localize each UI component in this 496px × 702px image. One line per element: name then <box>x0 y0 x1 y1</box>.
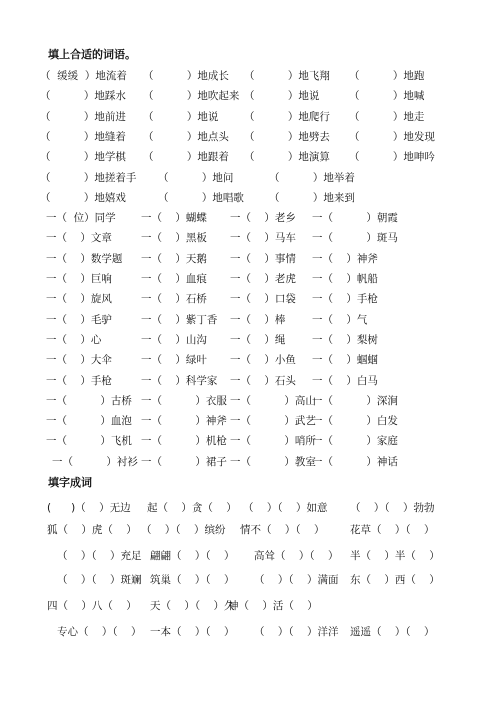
exercise-item: （ ）地发现 <box>349 130 435 143</box>
exercise-item: 情不（ ）（ ） <box>240 524 325 536</box>
exercise-item: 翩翩（ ）（ ） <box>150 550 235 562</box>
exercise-item: （ ）地嬉戏 <box>40 191 126 204</box>
fill-words-row <box>0 330 496 350</box>
exercise-item: （ ）（ ）洋洋 <box>254 626 339 638</box>
fill-words-row <box>0 127 496 147</box>
exercise-item: （ ）地跟着 <box>143 151 229 164</box>
exercise-item: 一（ ）绿叶 <box>141 354 207 367</box>
exercise-item: 一（ ）朝霞 <box>312 212 398 225</box>
exercise-item: 神（ ）活（ ） <box>228 600 318 612</box>
fill-words-row <box>0 188 496 208</box>
exercise-item: 一（ ）斑马 <box>312 232 398 245</box>
exercise-item: 专心（ ）（ ） <box>57 626 142 638</box>
exercise-item: 狐（ ）虎（ ） <box>47 524 137 536</box>
exercise-item: （ ）地唱歌 <box>158 191 244 204</box>
exercise-item: 遥遥（ ）（ ） <box>350 626 435 638</box>
exercise-item: （ ）（ ）充足 <box>57 550 142 562</box>
exercise-item: 一（ ）棒 <box>230 313 286 326</box>
exercise-item: 一（ ）数学题 <box>46 252 123 265</box>
exercise-item: 一（ ）飞机 <box>46 435 132 448</box>
exercise-item: （ 缓缓 ）地流着 <box>40 70 127 82</box>
exercise-item: （ ）地搓着手 <box>40 171 137 184</box>
exercise-item: 一（ ）气 <box>312 313 368 326</box>
fill-words-row <box>0 350 496 370</box>
exercise-item: 一（ ）手枪 <box>312 293 378 306</box>
exercise-item: 一（ ）绳 <box>230 333 286 346</box>
exercise-item: （ ）（ ）满面 <box>254 574 339 586</box>
fill-words-row <box>0 147 496 167</box>
fill-words-row <box>0 249 496 269</box>
fill-words-row <box>0 391 496 411</box>
exercise-item: （ ）地前进 <box>40 110 126 123</box>
exercise-item: 一（ 位）同学 <box>46 212 116 225</box>
exercise-item: （ ）地爬行 <box>244 110 330 123</box>
fill-words-row <box>0 269 496 289</box>
exercise-item: 一（ ）科学家 <box>141 374 218 387</box>
exercise-item: 一（ ）马车 <box>230 232 296 245</box>
exercise-item: 一（ ）口袋 <box>230 293 296 306</box>
exercise-item: （ ）地飞翔 <box>244 70 330 82</box>
exercise-item: （ ）地说 <box>244 90 320 103</box>
exercise-item: 筑巢（ ）（ ） <box>150 574 235 586</box>
exercise-item: 一（ ）毛驴 <box>46 313 112 326</box>
fill-words-row <box>0 452 496 472</box>
exercise-item: 一（ ）黑板 <box>141 232 207 245</box>
exercise-item: 一（ ）梨树 <box>312 333 378 346</box>
fill-characters-row <box>0 498 496 518</box>
exercise-item: 一（ ）老虎 <box>230 273 296 285</box>
exercise-item: （ ）地走 <box>349 110 425 123</box>
exercise-item: （ ）地成长 <box>143 70 229 82</box>
exercise-item: （ ）地呻吟 <box>349 151 435 164</box>
fill-words-row <box>0 86 496 106</box>
exercise-item: 一（ ）小鱼 <box>230 354 296 367</box>
exercise-item: 一（ ）天鹅 <box>141 252 207 265</box>
exercise-item: 一本（ ）（ ） <box>150 626 235 638</box>
section-heading-fill-words: 填上合适的词语。 <box>48 48 136 61</box>
exercise-item: 一（ ）血痕 <box>141 273 207 285</box>
exercise-item: 一（ ）文章 <box>46 232 112 245</box>
exercise-item: 一（ ）老乡 <box>230 212 296 225</box>
exercise-item: （ ）地喊 <box>349 90 425 103</box>
exercise-item: 一（ ）神话 <box>312 455 398 468</box>
exercise-item: （ ）地跑 <box>349 70 425 82</box>
exercise-item: （ ）地点头 <box>143 130 229 143</box>
fill-characters-row <box>0 570 496 590</box>
exercise-item: 一（ ）机枪 <box>141 435 227 448</box>
exercise-item: （ ）地学棋 <box>40 151 126 164</box>
exercise-item: （ ）地吹起来 <box>143 90 240 103</box>
exercise-item: 一（ ）事情 <box>230 252 296 265</box>
exercise-item: （ ）地劈去 <box>244 130 330 143</box>
exercise-item: 一（ ）衬衫 <box>52 455 138 468</box>
fill-characters-row <box>0 622 496 642</box>
fill-characters-row <box>0 596 496 616</box>
fill-words-row <box>0 371 496 391</box>
exercise-item: 一（ ）血泡 <box>46 415 132 428</box>
exercise-item: 一（ ）旋风 <box>46 293 112 306</box>
fill-characters-row <box>0 546 496 566</box>
exercise-item: 一（ ）手枪 <box>46 374 112 387</box>
fill-words-row <box>0 208 496 228</box>
exercise-item: 一（ ）石头 <box>230 374 296 387</box>
fill-words-row <box>0 431 496 451</box>
exercise-item: 花草（ ）（ ） <box>350 524 435 536</box>
exercise-item: 一（ ）高山 <box>230 394 316 407</box>
exercise-item: （ ）地缝着 <box>40 130 126 143</box>
exercise-item: ( )（ ）无边 <box>47 502 131 514</box>
exercise-item: （ ）地演算 <box>244 151 330 164</box>
exercise-item: 高耸（ ）（ ） <box>254 550 339 562</box>
exercise-item: 一（ ）衣服 <box>141 394 227 407</box>
exercise-item: 一（ ）神斧 <box>312 252 378 265</box>
exercise-item: （ ）地来到 <box>269 191 355 204</box>
exercise-item: 一（ ）紫丁香 <box>141 313 218 326</box>
fill-words-row <box>0 66 496 86</box>
exercise-item: （ ）地举着 <box>269 171 355 184</box>
exercise-item: 一（ ）白马 <box>312 374 378 387</box>
exercise-item: 一（ ）心 <box>46 333 102 346</box>
exercise-item: 四（ ）八（ ） <box>47 600 137 612</box>
exercise-item: （ ）（ ）勃勃 <box>350 502 435 514</box>
fill-words-row <box>0 310 496 330</box>
exercise-item: 半（ ）半（ ） <box>350 550 440 562</box>
exercise-item: 一（ ）白发 <box>312 415 398 428</box>
exercise-item: （ ）地说 <box>143 110 219 123</box>
fill-words-row <box>0 289 496 309</box>
exercise-item: 一（ ）神斧 <box>141 415 227 428</box>
fill-words-row <box>0 411 496 431</box>
exercise-item: 一（ ）裙子 <box>141 455 227 468</box>
exercise-item: 一（ ）古桥 <box>46 394 132 407</box>
fill-words-row <box>0 228 496 248</box>
exercise-item: 一（ ）深涧 <box>312 394 398 407</box>
exercise-item: 一（ ）帆船 <box>312 273 378 285</box>
exercise-item: 一（ ）巨响 <box>46 273 112 285</box>
fill-characters-row <box>0 520 496 540</box>
exercise-item: 天（ ）（ ）久 <box>150 600 235 612</box>
exercise-item: 一（ ）哨所 <box>230 435 316 448</box>
fill-words-row <box>0 168 496 188</box>
exercise-item: 一（ ）蝈蝈 <box>312 354 378 367</box>
fill-words-row <box>0 107 496 127</box>
exercise-item: （ ）地踩水 <box>40 90 126 103</box>
exercise-item: 东（ ）西（ ） <box>350 574 440 586</box>
exercise-item: （ ）（ ）缤纷 <box>141 524 226 536</box>
exercise-item: （ ）（ ）如意 <box>243 502 328 514</box>
exercise-item: 一（ ）蝴蝶 <box>141 212 207 225</box>
exercise-item: 一（ ）山沟 <box>141 333 207 346</box>
exercise-item: （ ）（ ）斑斓 <box>57 574 142 586</box>
exercise-item: 起（ ）贪（ ） <box>147 502 237 514</box>
exercise-item: （ ）地问 <box>158 171 234 184</box>
exercise-item: 一（ ）教室 <box>230 455 316 468</box>
exercise-item: 一（ ）家庭 <box>312 435 398 448</box>
exercise-item: 一（ ）武艺 <box>230 415 316 428</box>
section-heading-fill-characters: 填字成词 <box>48 476 92 489</box>
exercise-item: 一（ ）石桥 <box>141 293 207 306</box>
exercise-item: 一（ ）大伞 <box>46 354 112 367</box>
